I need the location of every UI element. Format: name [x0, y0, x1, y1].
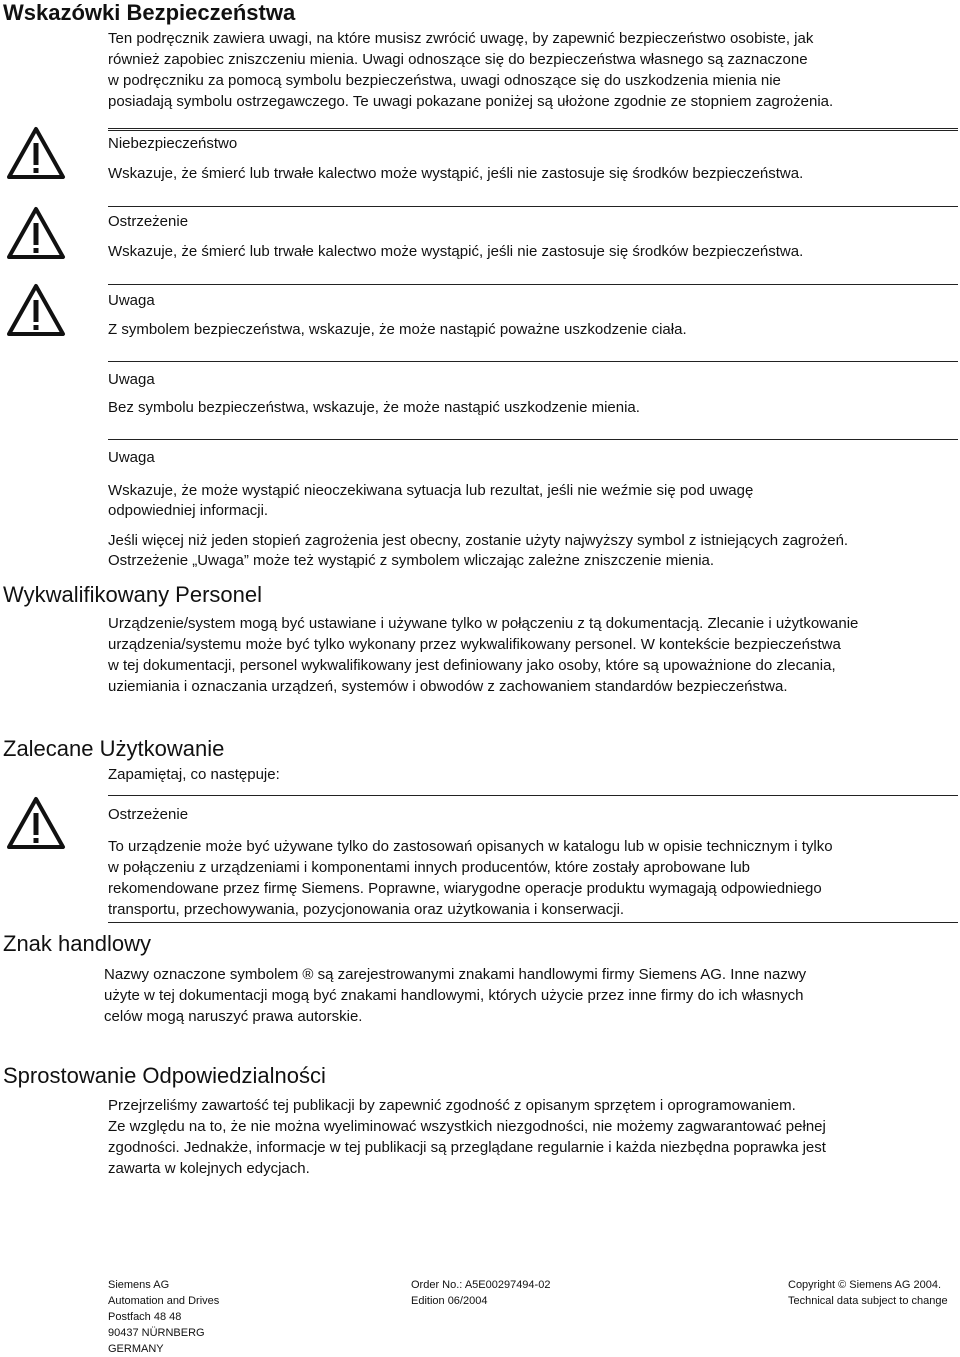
section-title-trademark: Znak handlowy	[3, 931, 151, 956]
trademark-line: użyte w tej dokumentacji mogą być znakami handlowymi, których użycie przez inne firmy do ich własnych	[104, 987, 804, 1004]
personnel-line: urządzenia/systemu może być tylko wykonany przez wykwalifikowany personel. W kontekście bezpieczeństwa	[108, 636, 841, 653]
warning-triangle-icon	[6, 282, 66, 337]
personnel-line: w tej dokumentacji, personel wykwalifikowany jest definiowany jako osoby, które są upoważnione do zlecania,	[108, 657, 836, 674]
separator	[108, 284, 958, 285]
usage-line: w połączeniu z urządzeniami i komponentami innych producentów, które zostały aprobowane lub	[108, 859, 751, 876]
footer-order	[411, 1277, 550, 1309]
notice-label-warning: Ostrzeżenie	[108, 213, 189, 230]
footer-address-line: 90437 NÜRNBERG	[108, 1327, 205, 1339]
multi-hazard-line: Ostrzeżenie „Uwaga” może też wystąpić z symbolem wliczając zależne zniszczenie mienia.	[108, 552, 715, 569]
disclaimer-line: Przejrzeliśmy zawartość tej publikacji by zapewnić zgodność z opisanym sprzętem i oprogramowaniem.	[108, 1097, 796, 1114]
personnel-line: uziemiania i oznaczania urządzeń, systemów i obwodów z zachowaniem standardów bezpieczeństwa.	[108, 678, 788, 695]
trademark-line: Nazwy oznaczone symbolem ® są zarejestrowanymi znakami handlowymi firmy Siemens AG. Inne nazwy	[104, 966, 807, 983]
order-label: Order No.:	[411, 1279, 463, 1291]
personnel-line: Urządzenie/system mogą być ustawiane i używane tylko w połączeniu z tą dokumentacją. Zlecanie i użytkowanie	[108, 615, 859, 632]
footer-address	[108, 1277, 219, 1357]
section-title-personnel: Wykwalifikowany Personel	[3, 582, 263, 607]
separator	[108, 206, 958, 207]
copyright-text: Copyright © Siemens AG 2004.	[788, 1279, 942, 1291]
intro-line: w podręczniku za pomocą symbolu bezpieczeństwa, uwagi odnoszące się do uszkodzenia mienia nie	[108, 72, 781, 89]
footer-address-line: Postfach 48 48	[108, 1311, 182, 1323]
intro-line: również zapobiec zniszczeniu mienia. Uwagi odnoszące się do bezpieczeństwa własnego są zaznaczone	[108, 51, 808, 68]
usage-line: rekomendowane przez firmę Siemens. Poprawne, wiarygodne operacje produktu wymagają odpowiedniego	[108, 880, 822, 897]
disclaimer-line: zgodności. Jednakże, informacje w tej publikacji są przeglądane regularnie i każda niezbędna poprawka jest	[108, 1139, 826, 1156]
intro-line: Ten podręcznik zawiera uwagi, na które musisz zwrócić uwagę, by zapewnić bezpieczeństwo osobiste, jak	[108, 30, 814, 47]
warning-triangle-icon	[6, 205, 66, 260]
warning-triangle-icon	[6, 795, 66, 850]
usage-paragraph	[108, 836, 958, 920]
intro-paragraph	[108, 28, 958, 112]
footer-address-line: GERMANY	[108, 1343, 164, 1355]
separator	[108, 922, 958, 923]
disclaimer-paragraph	[108, 1095, 958, 1179]
usage-subtitle: Zapamiętaj, co następuje:	[108, 766, 280, 783]
footer-copyright	[788, 1277, 948, 1309]
trademark-line: celów mogą naruszyć prawa autorskie.	[104, 1008, 363, 1025]
disclaimer-line: Ze względu na to, że nie można wyeliminować wszystkich niezgodności, nie możemy zagwarantować pełnej	[108, 1118, 826, 1135]
notice-text-notice-line: Wskazuje, że może wystąpić nieoczekiwana sytuacja lub rezultat, jeśli nie weźmie się pod uwagę	[108, 482, 754, 499]
separator	[108, 795, 958, 796]
separator	[108, 128, 958, 131]
notice-text-danger: Wskazuje, że śmierć lub trwałe kalectwo może wystąpić, jeśli nie zastosuje się środków bezpieczeństwa.	[108, 165, 804, 182]
notice-text-notice-line: odpowiedniej informacji.	[108, 502, 269, 519]
warning-triangle-icon	[6, 125, 66, 180]
multi-hazard-line: Jeśli więcej niż jeden stopień zagrożenia jest obecny, zostanie użyty najwyższy symbol z istniejących zagrożeń.	[108, 532, 849, 549]
notice-text-caution: Z symbolem bezpieczeństwa, wskazuje, że może nastąpić poważne uszkodzenie ciała.	[108, 321, 687, 338]
notice-label-caution-property: Uwaga	[108, 371, 155, 388]
usage-warning-label: Ostrzeżenie	[108, 806, 189, 823]
order-number: A5E00297494-02	[464, 1279, 551, 1291]
usage-line: To urządzenie może być używane tylko do zastosowań opisanych w katalogu lub w opisie technicznym i tylko	[108, 838, 833, 855]
footer-edition: Edition 06/2004	[411, 1295, 488, 1307]
notice-label-notice: Uwaga	[108, 449, 155, 466]
page-title: Wskazówki Bezpieczeństwa	[3, 0, 296, 25]
separator	[108, 439, 958, 440]
usage-line: transportu, przechowywania, pozycjonowania oraz użytkowania i konserwacji.	[108, 901, 625, 918]
disclaimer-line: zawarta w kolejnych edycjach.	[108, 1160, 310, 1177]
footer-address-line: Siemens AG	[108, 1279, 170, 1291]
intro-line: posiadają symbolu ostrzegawczego. Te uwagi pokazane poniżej są ułożone zgodnie ze stopniem zagrożenia.	[108, 93, 834, 110]
section-title-usage: Zalecane Użytkowanie	[3, 736, 225, 761]
notice-text-caution-property: Bez symbolu bezpieczeństwa, wskazuje, że może nastąpić uszkodzenie mienia.	[108, 399, 640, 416]
subject-to-change: Technical data subject to change	[788, 1295, 948, 1307]
personnel-paragraph	[108, 613, 958, 697]
trademark-paragraph	[104, 964, 954, 1027]
footer-address-line: Automation and Drives	[108, 1295, 220, 1307]
notice-text-warning: Wskazuje, że śmierć lub trwałe kalectwo może wystąpić, jeśli nie zastosuje się środków bezpieczeństwa.	[108, 243, 804, 260]
footer-order-line	[411, 1277, 550, 1293]
separator	[108, 361, 958, 362]
notice-label-caution: Uwaga	[108, 292, 155, 309]
section-title-disclaimer: Sprostowanie Odpowiedzialności	[3, 1063, 326, 1088]
notice-label-danger: Niebezpieczeństwo	[108, 135, 238, 152]
